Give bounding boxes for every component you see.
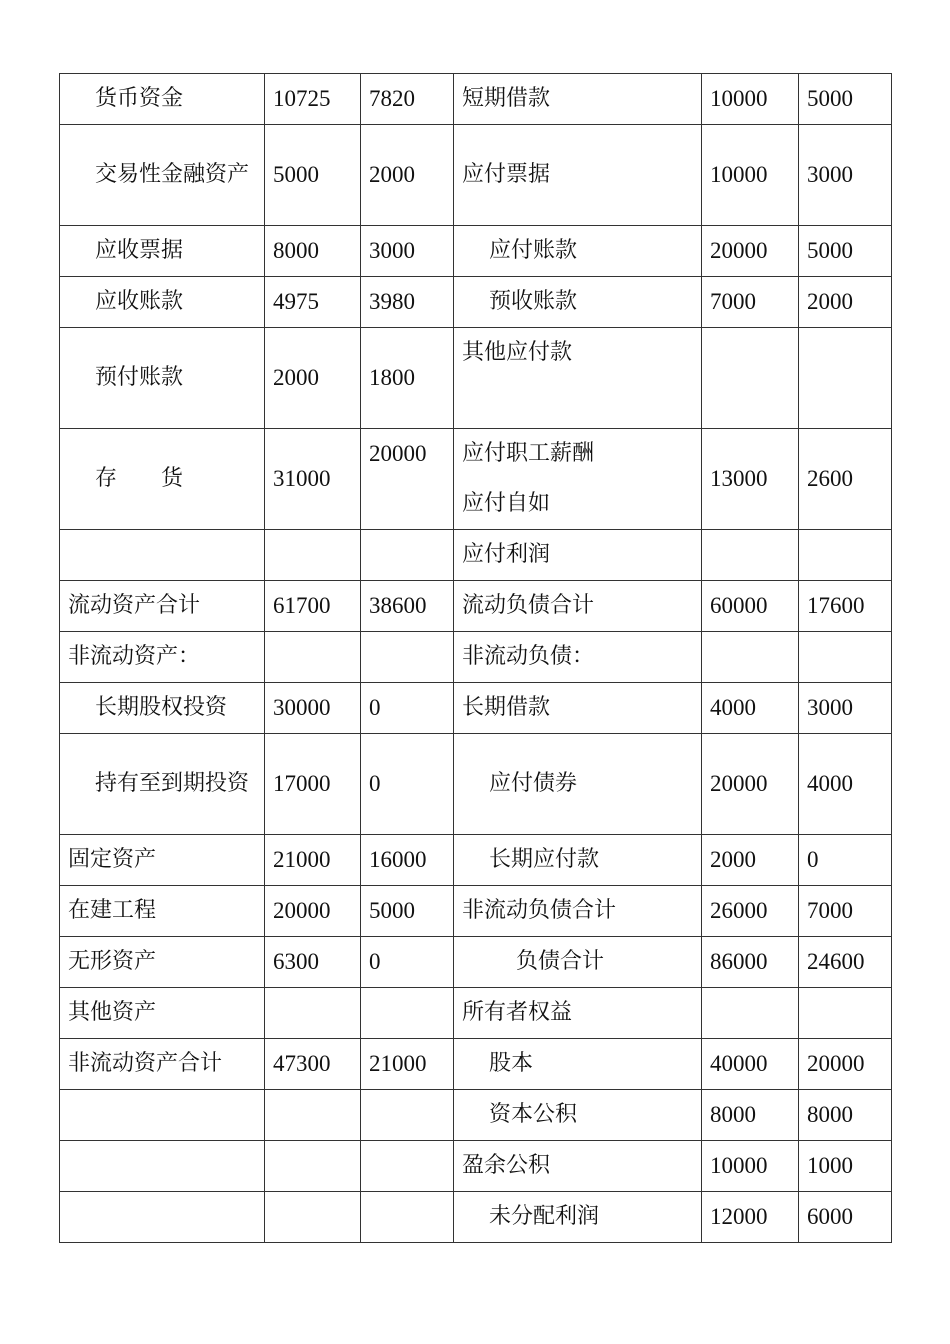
asset-end-value: 4975	[265, 277, 361, 328]
liability-end-value: 40000	[702, 1039, 799, 1090]
asset-name: 在建工程	[60, 886, 265, 937]
liability-begin-value	[799, 632, 892, 683]
table-row	[60, 1192, 892, 1243]
liability-begin-value: 7000	[799, 886, 892, 937]
asset-name: 存 货	[60, 429, 265, 530]
asset-begin-value: 1800	[361, 328, 454, 429]
asset-name: 固定资产	[60, 835, 265, 886]
liability-name: 未分配利润	[454, 1192, 702, 1243]
liability-name: 长期借款	[454, 683, 702, 734]
asset-name: 无形资产	[60, 937, 265, 988]
asset-end-value: 31000	[265, 429, 361, 530]
asset-end-value: 61700	[265, 581, 361, 632]
liability-begin-value	[799, 328, 892, 429]
liability-end-value: 7000	[702, 277, 799, 328]
asset-end-value: 8000	[265, 226, 361, 277]
asset-end-value	[265, 1090, 361, 1141]
table-row	[60, 328, 892, 429]
asset-begin-value: 20000	[361, 429, 454, 530]
liability-end-value: 8000	[702, 1090, 799, 1141]
liability-name: 应付账款	[454, 226, 702, 277]
table-row	[60, 1141, 892, 1192]
asset-begin-value: 2000	[361, 125, 454, 226]
liability-end-value: 2000	[702, 835, 799, 886]
asset-end-value: 47300	[265, 1039, 361, 1090]
liability-name: 流动负债合计	[454, 581, 702, 632]
liability-end-value	[702, 988, 799, 1039]
liability-name: 预收账款	[454, 277, 702, 328]
asset-end-value	[265, 1141, 361, 1192]
table-row	[60, 632, 892, 683]
liability-begin-value	[799, 530, 892, 581]
table-row	[60, 581, 892, 632]
asset-end-value: 6300	[265, 937, 361, 988]
liability-name: 非流动负债合计	[454, 886, 702, 937]
liability-end-value: 20000	[702, 226, 799, 277]
table-row	[60, 886, 892, 937]
asset-name: 非流动资产：	[60, 632, 265, 683]
asset-name	[60, 1192, 265, 1243]
asset-begin-value: 38600	[361, 581, 454, 632]
asset-begin-value	[361, 988, 454, 1039]
liability-end-value: 60000	[702, 581, 799, 632]
asset-begin-value: 0	[361, 683, 454, 734]
asset-name: 持有至到期投资	[60, 734, 265, 835]
liability-end-value: 10000	[702, 1141, 799, 1192]
liability-begin-value: 20000	[799, 1039, 892, 1090]
asset-end-value	[265, 530, 361, 581]
liability-begin-value: 0	[799, 835, 892, 886]
liability-begin-value: 2000	[799, 277, 892, 328]
liability-name-cell	[454, 429, 702, 530]
liability-end-value: 12000	[702, 1192, 799, 1243]
asset-end-value: 17000	[265, 734, 361, 835]
table-row	[60, 1090, 892, 1141]
asset-begin-value: 16000	[361, 835, 454, 886]
liability-name: 应付债券	[454, 734, 702, 835]
liability-begin-value: 3000	[799, 125, 892, 226]
asset-end-value: 2000	[265, 328, 361, 429]
asset-name: 交易性金融资产	[60, 125, 265, 226]
asset-begin-value	[361, 1141, 454, 1192]
liability-end-value: 86000	[702, 937, 799, 988]
table-row	[60, 530, 892, 581]
liability-end-value	[702, 328, 799, 429]
table-row	[60, 835, 892, 886]
liability-end-value: 4000	[702, 683, 799, 734]
asset-begin-value	[361, 530, 454, 581]
asset-name: 其他资产	[60, 988, 265, 1039]
asset-name	[60, 530, 265, 581]
asset-name	[60, 1141, 265, 1192]
asset-begin-value	[361, 1192, 454, 1243]
liability-end-value: 13000	[702, 429, 799, 530]
asset-name: 应收票据	[60, 226, 265, 277]
liability-name: 长期应付款	[454, 835, 702, 886]
table-row	[60, 734, 892, 835]
balance-sheet-table	[59, 73, 892, 1243]
liability-begin-value: 17600	[799, 581, 892, 632]
asset-begin-value	[361, 632, 454, 683]
liability-name: 资本公积	[454, 1090, 702, 1141]
liability-begin-value: 2600	[799, 429, 892, 530]
asset-name: 应收账款	[60, 277, 265, 328]
liability-name: 负债合计	[454, 937, 702, 988]
liability-name: 应付利润	[454, 530, 702, 581]
liability-end-value	[702, 530, 799, 581]
table-row	[60, 937, 892, 988]
liability-end-value: 10000	[702, 74, 799, 125]
table-row	[60, 125, 892, 226]
liability-end-value	[702, 632, 799, 683]
liability-begin-value: 24600	[799, 937, 892, 988]
table-row	[60, 988, 892, 1039]
liability-name: 短期借款	[454, 74, 702, 125]
table-row	[60, 1039, 892, 1090]
asset-name: 预付账款	[60, 328, 265, 429]
asset-name: 非流动资产合计	[60, 1039, 265, 1090]
asset-begin-value: 5000	[361, 886, 454, 937]
liability-begin-value: 3000	[799, 683, 892, 734]
liability-begin-value: 8000	[799, 1090, 892, 1141]
asset-begin-value: 7820	[361, 74, 454, 125]
asset-begin-value: 21000	[361, 1039, 454, 1090]
asset-end-value: 30000	[265, 683, 361, 734]
liability-begin-value	[799, 988, 892, 1039]
liability-name: 非流动负债：	[454, 632, 702, 683]
liability-name: 其他应付款	[454, 328, 702, 429]
asset-name	[60, 1090, 265, 1141]
asset-end-value	[265, 632, 361, 683]
asset-begin-value	[361, 1090, 454, 1141]
liability-name: 应付票据	[454, 125, 702, 226]
liability-name-line2: 应付自如	[462, 491, 551, 516]
table-row	[60, 74, 892, 125]
asset-name: 长期股权投资	[60, 683, 265, 734]
table-row	[60, 683, 892, 734]
liability-name: 盈余公积	[454, 1141, 702, 1192]
table-row	[60, 226, 892, 277]
asset-name: 货币资金	[60, 74, 265, 125]
liability-begin-value: 1000	[799, 1141, 892, 1192]
table-row	[60, 429, 892, 530]
liability-name: 股本	[454, 1039, 702, 1090]
liability-name: 应付职工薪酬	[462, 441, 595, 466]
liability-begin-value: 6000	[799, 1192, 892, 1243]
liability-end-value: 10000	[702, 125, 799, 226]
asset-begin-value: 0	[361, 734, 454, 835]
liability-name: 所有者权益	[454, 988, 702, 1039]
liability-end-value: 20000	[702, 734, 799, 835]
asset-end-value: 10725	[265, 74, 361, 125]
liability-begin-value: 5000	[799, 74, 892, 125]
asset-end-value: 20000	[265, 886, 361, 937]
asset-end-value	[265, 988, 361, 1039]
asset-begin-value: 0	[361, 937, 454, 988]
asset-end-value: 21000	[265, 835, 361, 886]
asset-end-value: 5000	[265, 125, 361, 226]
asset-end-value	[265, 1192, 361, 1243]
liability-begin-value: 4000	[799, 734, 892, 835]
asset-name: 流动资产合计	[60, 581, 265, 632]
liability-end-value: 26000	[702, 886, 799, 937]
asset-begin-value: 3000	[361, 226, 454, 277]
asset-begin-value: 3980	[361, 277, 454, 328]
liability-begin-value: 5000	[799, 226, 892, 277]
table-row	[60, 277, 892, 328]
